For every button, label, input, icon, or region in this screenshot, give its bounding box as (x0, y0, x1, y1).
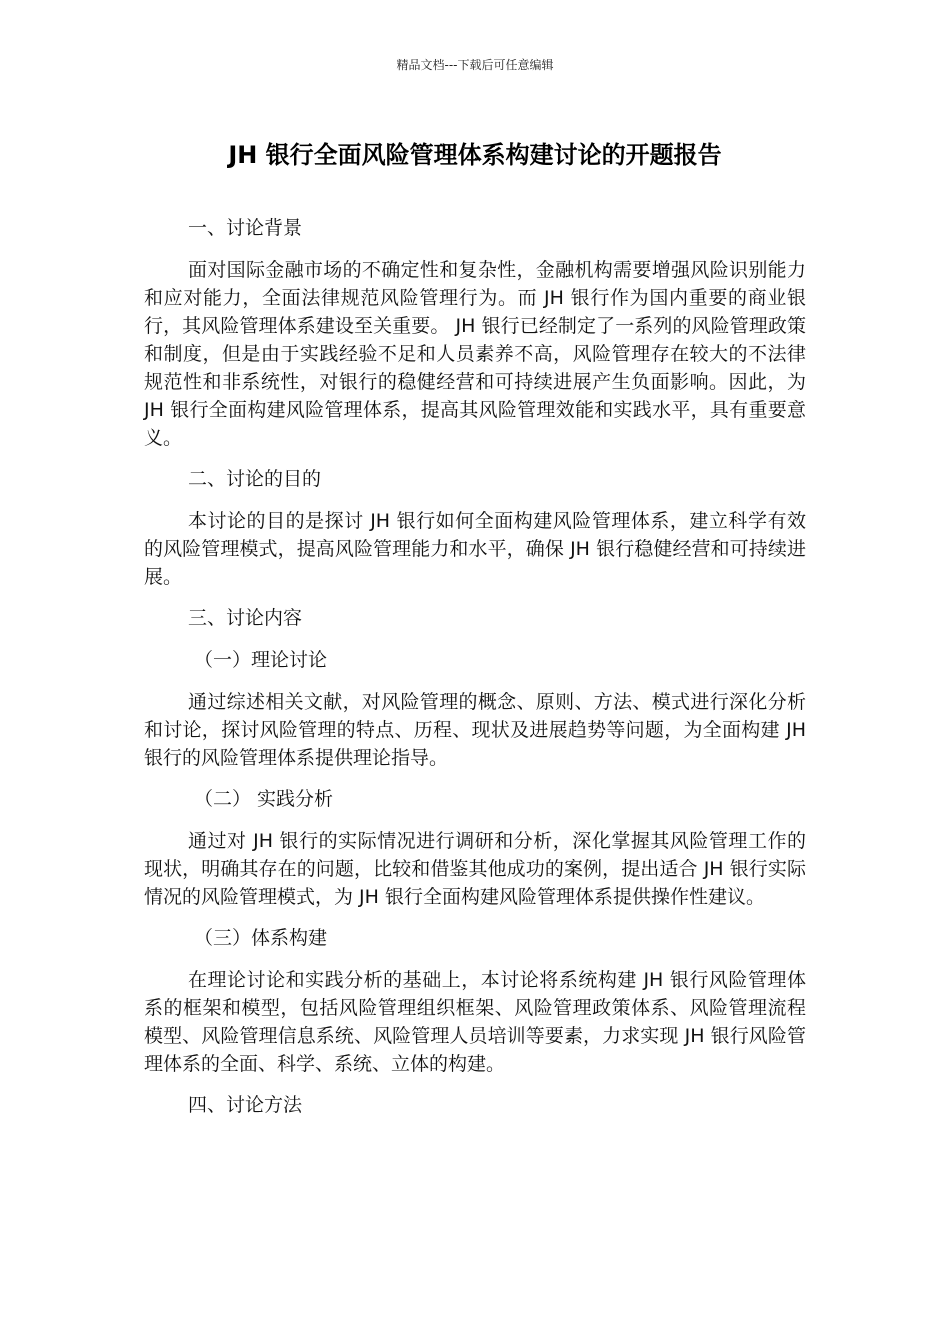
page-header-note: 精品文档---下载后可任意编辑 (396, 58, 554, 72)
section-heading-method: 四、讨论方法 (188, 1094, 303, 1116)
subsection-heading-system: （三）体系构建 (194, 927, 328, 949)
paragraph-purpose: 本讨论的目的是探讨 JH 银行如何全面构建风险管理体系，建立科学有效的风险管理模式，提高风险管理能力和水平，确保 JH 银行稳健经营和可持续进展。 (144, 510, 806, 588)
subsection-heading-practice: （二） 实践分析 (194, 788, 334, 810)
document-body (144, 214, 806, 1133)
section-heading-background: 一、讨论背景 (188, 217, 303, 239)
paragraph-practice: 通过对 JH 银行的实际情况进行调研和分析，深化掌握其风险管理工作的现状，明确其存在的问题，比较和借鉴其他成功的案例，提出适合 JH 银行实际情况的风险管理模式，为 JH 银行全面构建风险管理体系提供操作性建议。 (144, 830, 806, 908)
subsection-heading-theory: （一）理论讨论 (194, 649, 328, 671)
paragraph-theory: 通过综述相关文献，对风险管理的概念、原则、方法、模式进行深化分析和讨论，探讨风险管理的特点、历程、现状及进展趋势等问题，为全面构建 JH 银行的风险管理体系提供理论指导。 (144, 691, 806, 769)
document-title: JH 银行全面风险管理体系构建讨论的开题报告 (228, 141, 722, 169)
section-heading-purpose: 二、讨论的目的 (188, 468, 322, 490)
paragraph-background: 面对国际金融市场的不确定性和复杂性，金融机构需要增强风险识别能力和应对能力，全面法律规范风险管理行为。而 JH 银行作为国内重要的商业银行，其风险管理体系建设至关重要。 JH 银行已经制定了一系列的风险管理政策和制度，但是由于实践经验不足和人员素养不高，风险管理存在较大的不法律规范性和非系统性，对银行的稳健经营和可持续进展产生负面影响。因此，为 JH 银行全面构建风险管理体系，提高其风险管理效能和实践水平，具有重要意义。 (144, 259, 806, 449)
section-heading-content: 三、讨论内容 (188, 607, 303, 629)
paragraph-system: 在理论讨论和实践分析的基础上，本讨论将系统构建 JH 银行风险管理体系的框架和模型，包括风险管理组织框架、风险管理政策体系、风险管理流程模型、风险管理信息系统、风险管理人员培训等要素，力求实现 JH 银行风险管理体系的全面、科学、系统、立体的构建。 (144, 969, 806, 1075)
